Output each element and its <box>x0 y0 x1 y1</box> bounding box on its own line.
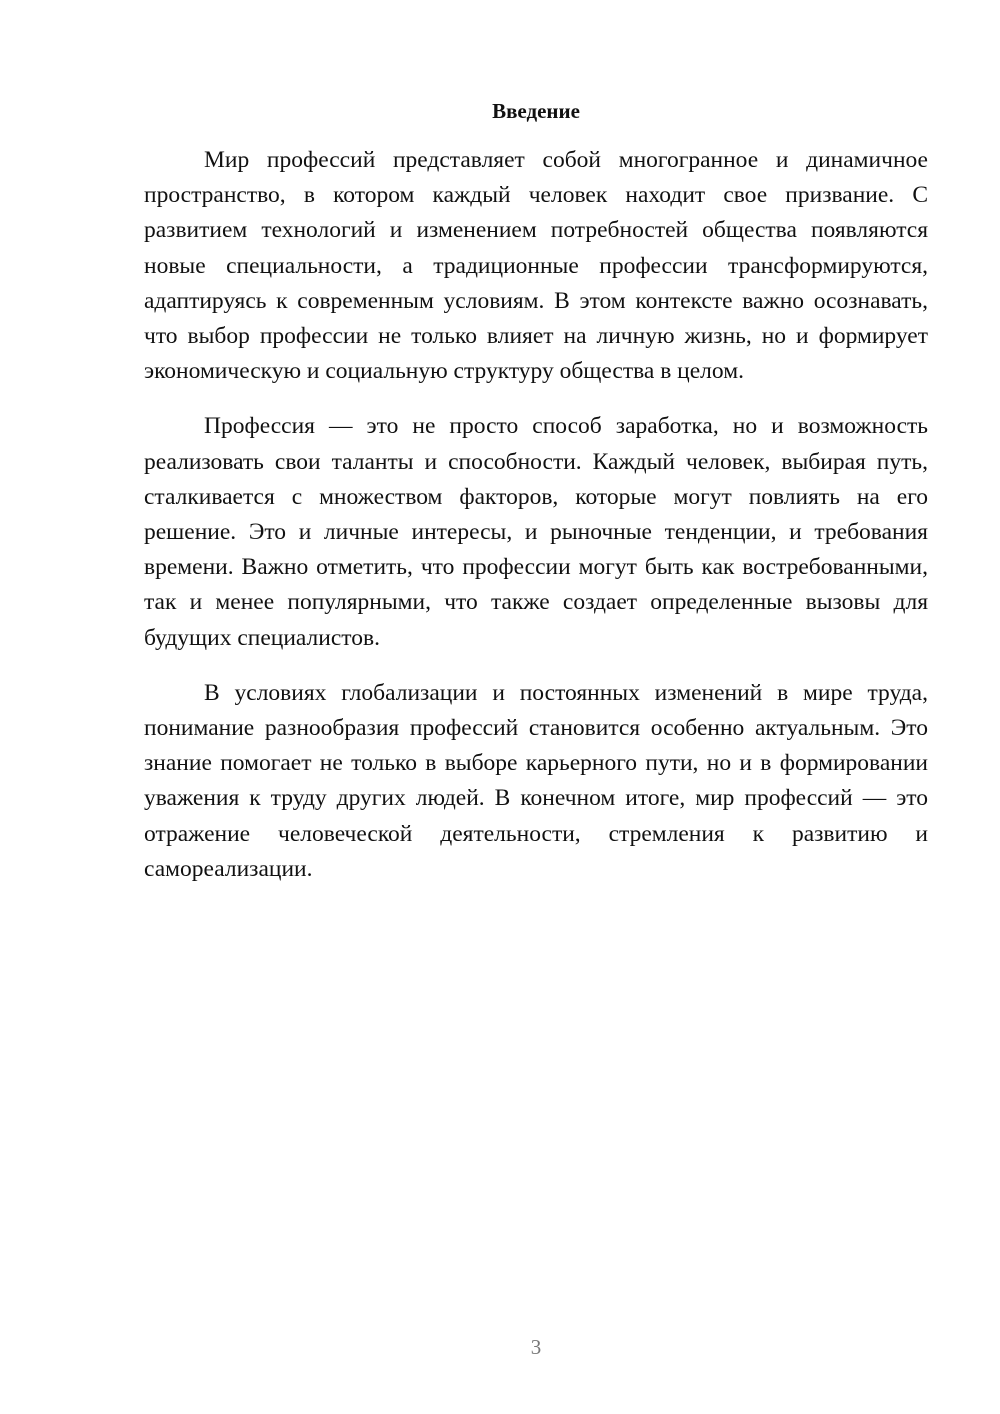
paragraph: Мир профессий представляет собой многогранное и динамичное пространство, в котором каждый человек находит свое призвание. С развитием технологий и изменением потребностей общества появляются новые специальности, а традиционные профессии трансформируются, адаптируясь к современным условиям. В этом контексте важно осознавать, что выбор профессии не только влияет на личную жизнь, но и формирует экономическую и социальную структуру общества в целом. <box>144 147 928 385</box>
paragraph: Профессия — это не просто способ заработка, но и возможность реализовать свои таланты и способности. Каждый человек, выбирая путь, сталкивается с множеством факторов, которые могут повлиять на его решение. Это и личные интересы, и рыночные тенденции, и требования времени. Важно отметить, что профессии могут быть как востребованными, так и менее популярными, что также создает определенные вызовы для будущих специалистов. <box>144 413 928 651</box>
page-number: 3 <box>530 1335 542 1359</box>
page-title: Введение <box>492 99 580 123</box>
document-body <box>144 143 928 907</box>
paragraph: В условиях глобализации и постоянных изменений в мире труда, понимание разнообразия профессий становится особенно актуальным. Это знание помогает не только в выборе карьерного пути, но и в формировании уважения к труду других людей. В конечном итоге, мир профессий — это отражение человеческой деятельности, стремления к развитию и самореализации. <box>144 679 928 882</box>
